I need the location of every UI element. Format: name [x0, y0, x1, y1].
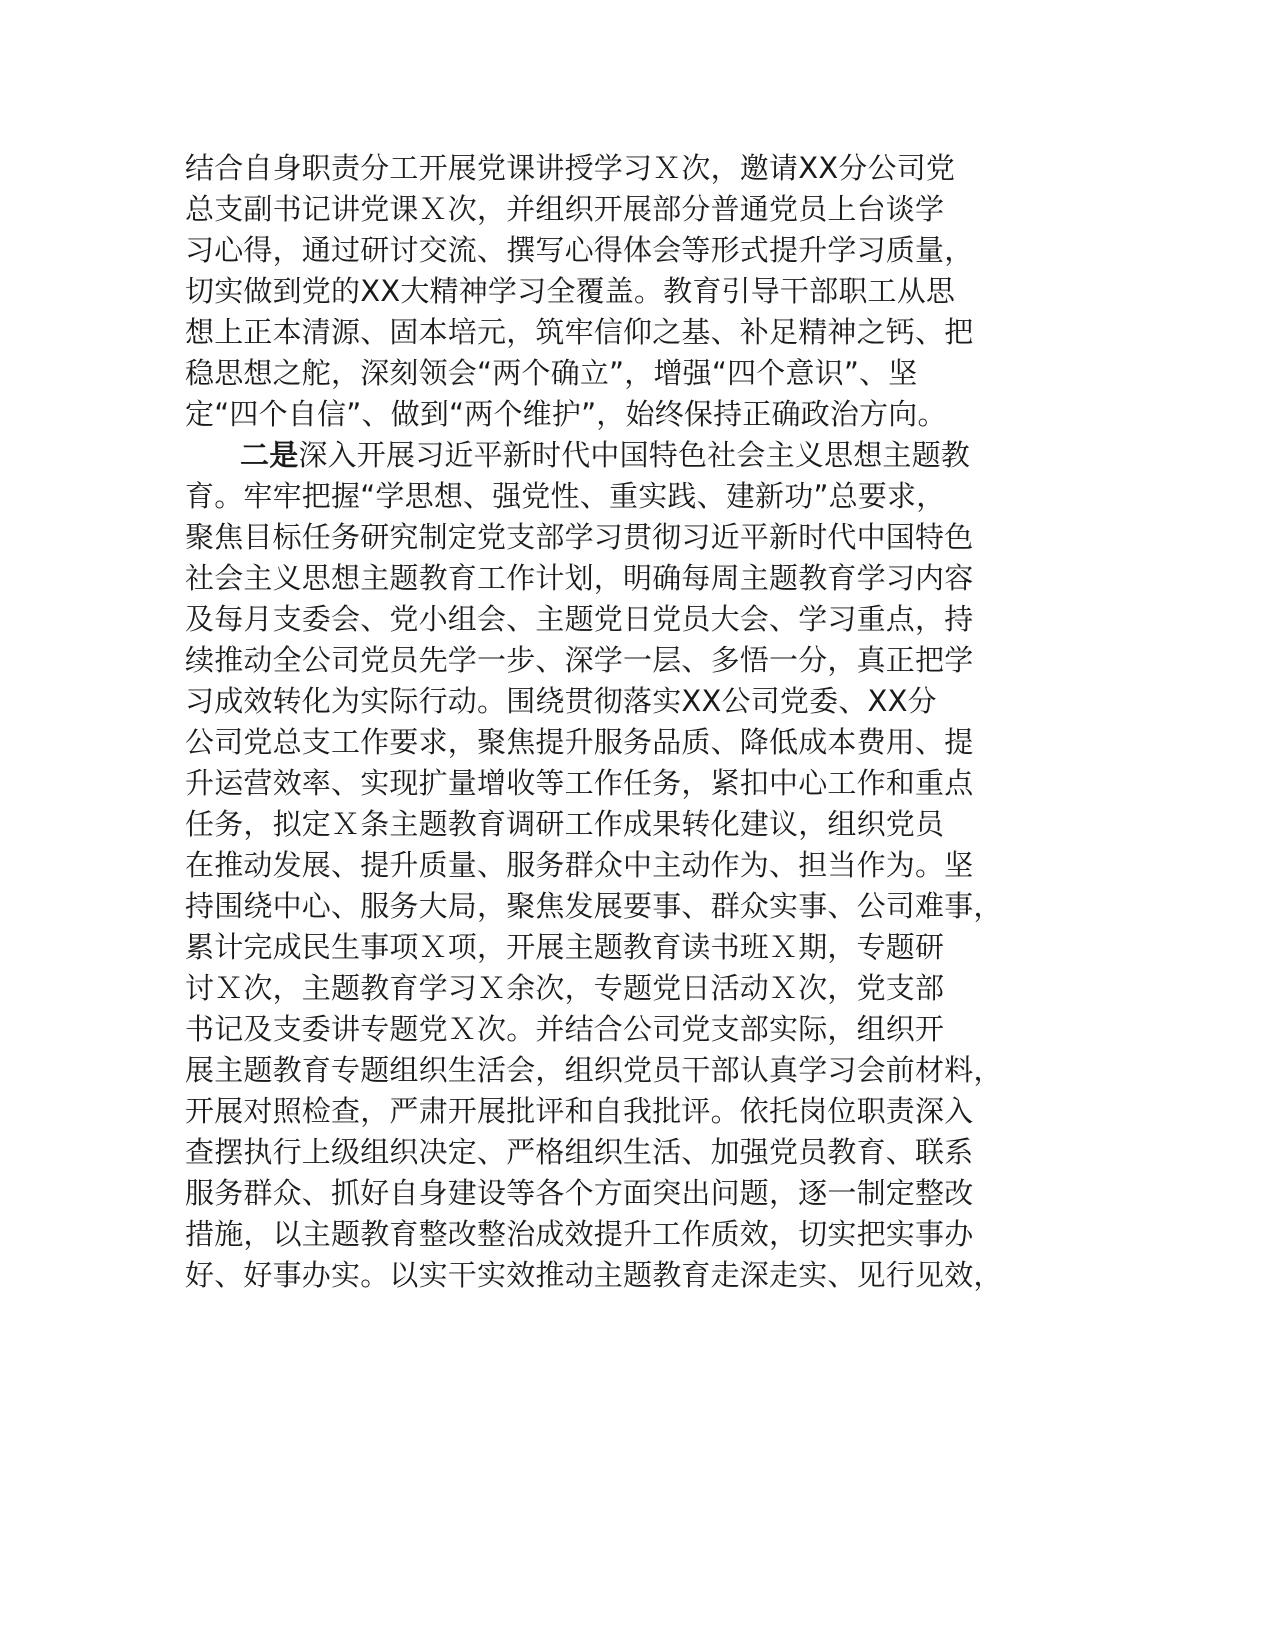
text-line: 及每月支委会、党小组会、主题党日党员大会、学习重点，持	[185, 602, 974, 636]
text-line: 升运营效率、实现扩量增收等工作任务，紧扣中心工作和重点	[185, 766, 974, 800]
text-line: 书记及支委讲专题党Ｘ次。并结合公司党支部实际，组织开	[185, 1012, 945, 1046]
text-line: 查摆执行上级组织决定、严格组织生活、加强党员教育、联系	[185, 1135, 974, 1169]
text-line: 在推动发展、提升质量、服务群众中主动作为、担当作为。坚	[185, 848, 974, 882]
text-line: 持围绕中心、服务大局，聚焦发展要事、群众实事、公司难事，	[185, 889, 1003, 923]
text-line: 习成效转化为实际行动。围绕贯彻落实XX公司党委、XX分	[185, 684, 937, 718]
text-line: 聚焦目标任务研究制定党支部学习贯彻习近平新时代中国特色	[185, 520, 974, 554]
paragraph-first-line-text: 深入开展习近平新时代中国特色社会主义思想主题教	[298, 438, 971, 472]
text-line: 好、好事办实。以实干实效推动主题教育走深走实、见行见效，	[185, 1258, 1003, 1292]
text-line: 开展对照检查，严肃开展批评和自我批评。依托岗位职责深入	[185, 1094, 974, 1128]
text-line: 想上正本清源、固本培元，筑牢信仰之基、补足精神之钙、把	[185, 315, 974, 349]
text-line: 续推动全公司党员先学一步、深学一层、多悟一分，真正把学	[185, 643, 974, 677]
text-line: 讨Ｘ次，主题教育学习Ｘ余次，专题党日活动Ｘ次，党支部	[185, 971, 945, 1005]
text-line: 育。牢牢把握“学思想、强党性、重实践、建新功”总要求，	[185, 479, 946, 513]
text-line: 切实做到党的XX大精神学习全覆盖。教育引导干部职工从思	[185, 274, 956, 308]
text-line: 任务，拟定Ｘ条主题教育调研工作成果转化建议，组织党员	[185, 807, 945, 841]
text-line: 措施，以主题教育整改整治成效提升工作质效，切实把实事办	[185, 1217, 974, 1251]
text-line: 累计完成民生事项Ｘ项，开展主题教育读书班Ｘ期，专题研	[185, 930, 945, 964]
paragraph-first-line	[240, 435, 970, 475]
text-line: 定“四个自信”、做到“两个维护”，始终保持正确政治方向。	[185, 397, 947, 431]
text-line: 习心得，通过研讨交流、撰写心得体会等形式提升学习质量，	[185, 233, 974, 267]
text-line: 稳思想之舵，深刻领会“两个确立”，增强“四个意识”、坚	[185, 356, 918, 390]
text-line: 展主题教育专题组织生活会，组织党员干部认真学习会前材料，	[185, 1053, 1003, 1087]
text-line: 总支副书记讲党课Ｘ次，并组织开展部分普通党员上台谈学	[185, 192, 945, 226]
paragraph-lead: 二是	[240, 438, 299, 472]
text-line: 结合自身职责分工开展党课讲授学习Ｘ次，邀请XX分公司党	[185, 151, 956, 185]
text-line: 社会主义思想主题教育工作计划，明确每周主题教育学习内容	[185, 561, 974, 595]
text-line: 公司党总支工作要求，聚焦提升服务品质、降低成本费用、提	[185, 725, 974, 759]
text-line: 服务群众、抓好自身建设等各个方面突出问题，逐一制定整改	[185, 1176, 974, 1210]
